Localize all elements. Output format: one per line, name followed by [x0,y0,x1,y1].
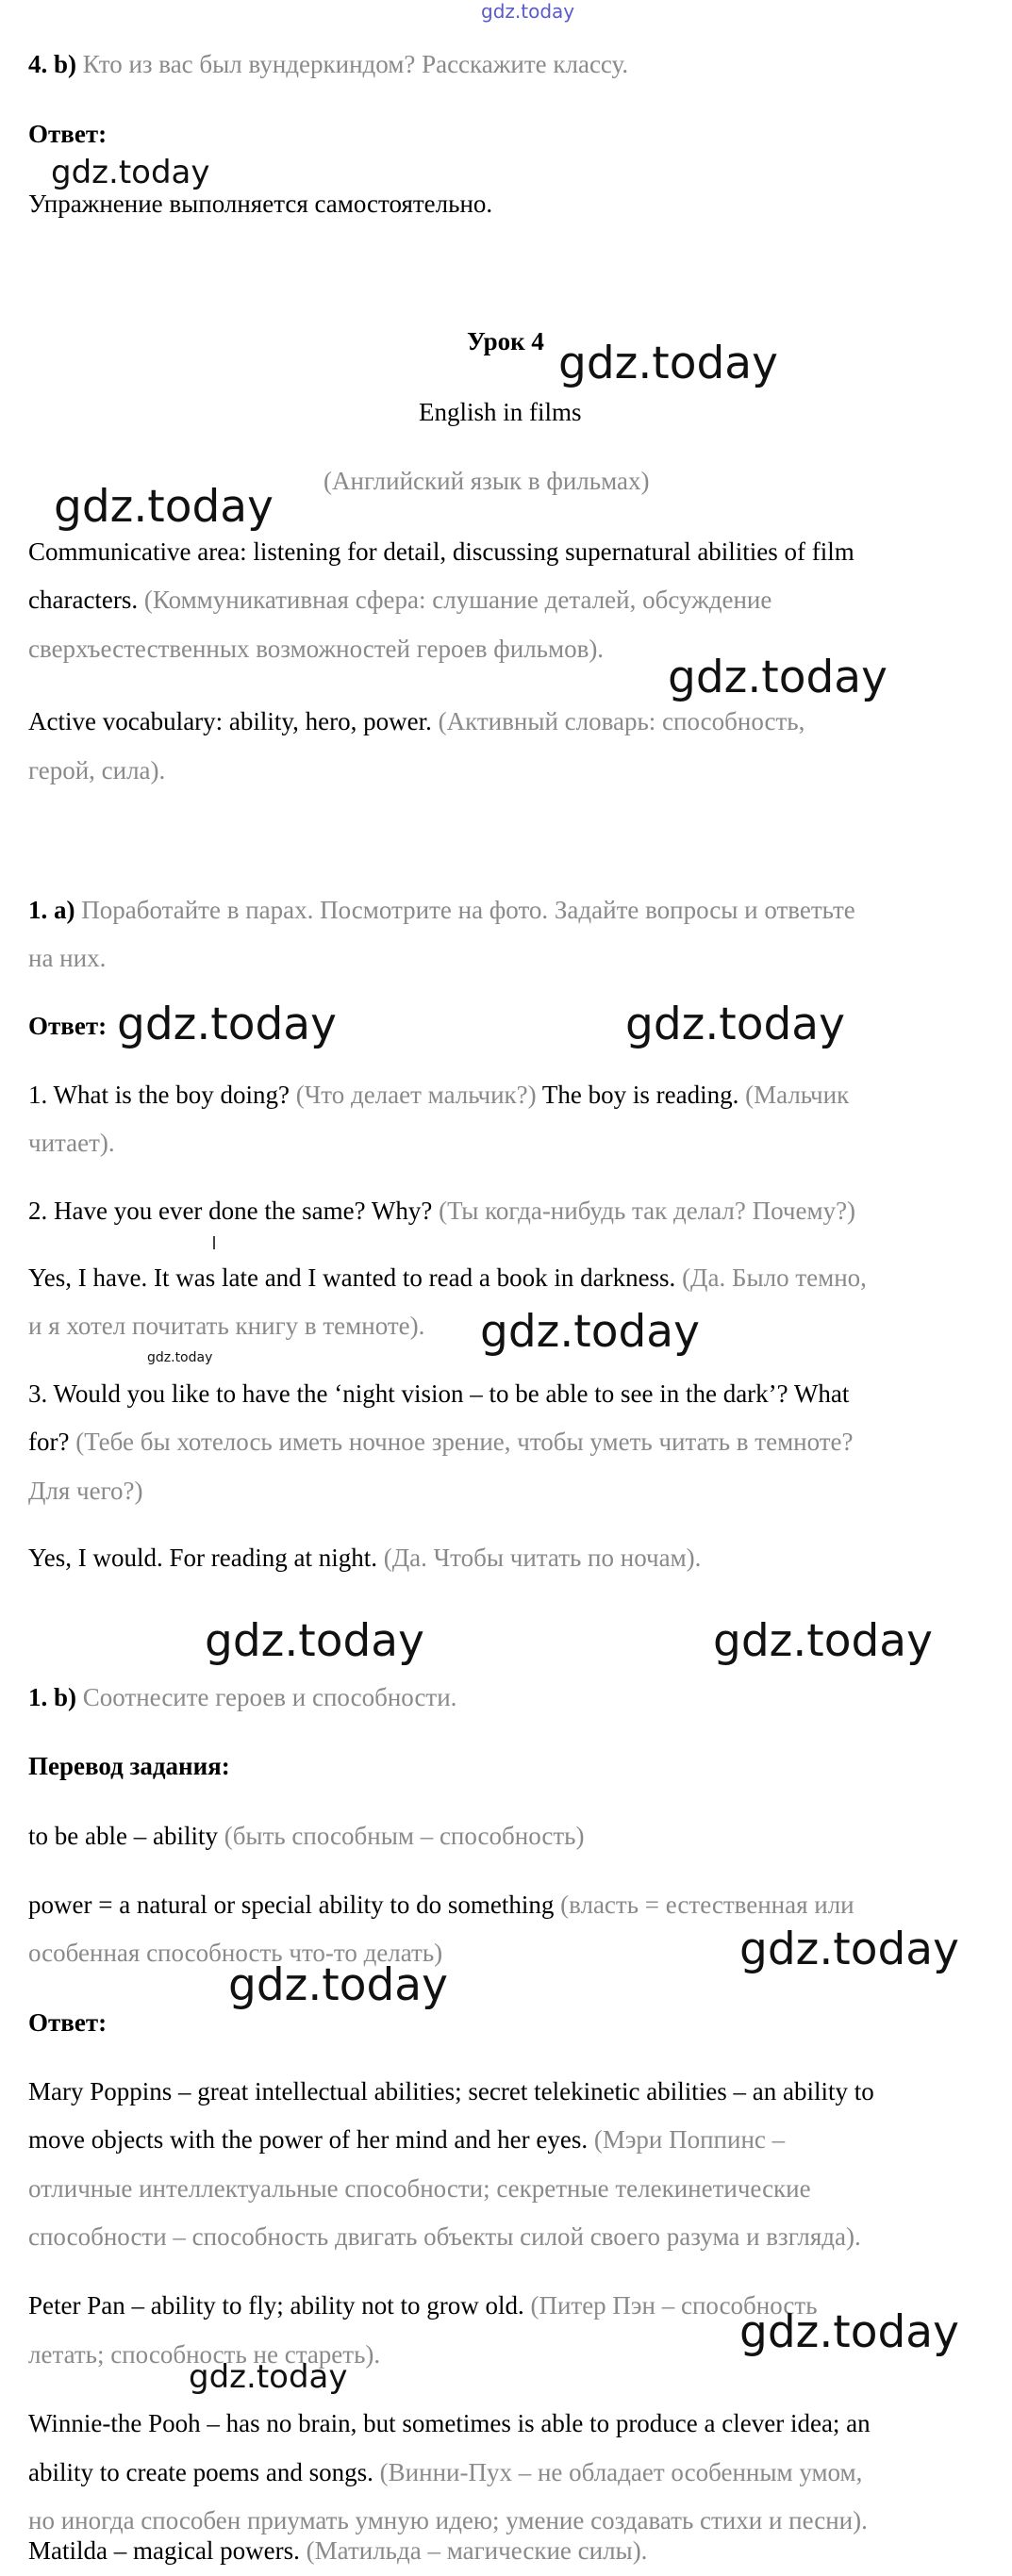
matilda-en: Matilda – magical powers. [28,2536,300,2565]
task1a-a3-ru: (Да. Чтобы читать по ночам). [383,1544,702,1572]
peter-line-2: летать; способность не стареть). [28,2340,381,2369]
task1b-def1-en: to be able – ability [28,1822,218,1850]
watermark: gdz.today [117,999,337,1050]
matilda-line [28,2538,647,2564]
lesson-subtitle-ru: (Английский язык в фильмах) [324,467,650,495]
task1a-instruction-1 [28,898,855,923]
task1a-q3-ru-2: Для чего?) [28,1477,143,1505]
communicative-line-2-en: characters. [28,586,139,614]
vocabulary-line-1-ru: (Активный словарь: способность, [438,707,805,735]
task1b-translation-label: Перевод задания: [28,1752,230,1780]
task1a-q1-ru: (Что делает мальчик?) [295,1081,537,1109]
communicative-line-2 [28,587,771,613]
task1b-answer-label: Ответ: [28,2008,108,2037]
vocabulary-line-1-en: Active vocabulary: ability, hero, power. [28,707,432,735]
matilda-ru: (Матильда – магические силы). [306,2536,648,2565]
task1a-q1-answer-ru: (Мальчик [745,1081,850,1109]
task1a-q3-line-2 [28,1429,854,1455]
watermark-small: gdz.today [147,1350,213,1365]
peter-line-1 [28,2293,818,2319]
watermark: gdz.today [228,1959,448,2011]
task1a-a2 [28,1265,867,1291]
pooh-line-2-ru: (Винни-Пух – не обладает особенным умом, [379,2458,863,2486]
task1b-def2-ru: (власть = естественная или [560,1891,854,1919]
vocabulary-line-2: герой, сила). [28,756,166,784]
task1a-a2-ru-2: и я хотел почитать книгу в темноте). [28,1312,425,1340]
task1a-q1 [28,1082,849,1108]
watermark: gdz.today [480,1306,700,1358]
pooh-line-3: но иногда способен приумать умную идею; умение создавать стихи и песни). [28,2506,868,2535]
task1a-q1-answer-en: The boy is reading. [541,1081,739,1109]
task1b-instruction [28,1685,456,1710]
task1a-a3-en: Yes, I would. For reading at night. [28,1544,377,1572]
task4b-answer-label: Ответ: [28,120,108,148]
watermark: gdz.today [558,338,778,389]
task4b-question [28,52,628,77]
task4b-question-text: Кто из вас был вундеркиндом? Расскажите классу. [82,50,629,78]
pooh-line-2 [28,2460,862,2485]
mary-line-4: способности – способность двигать объекты силой своего разума и взгляда). [28,2222,861,2251]
task4b-label: 4. b) [28,50,77,78]
peter-line-1-en: Peter Pan – ability to fly; ability not to grow old. [28,2291,524,2320]
task1a-q3-en-2: for? [28,1428,70,1456]
task1a-a2-en: Yes, I have. It was late and I wanted to read a book in darkness. [28,1263,676,1292]
mary-line-2 [28,2127,785,2153]
task1a-q3-line-1: 3. Would you like to have the ‘night vision – to be able to see in the dark’? What [28,1379,850,1408]
watermark: gdz.today [739,2306,959,2358]
watermark: gdz.today [713,1615,933,1667]
speck [213,1236,215,1249]
peter-line-1-ru: (Питер Пэн – способность [530,2291,818,2320]
pooh-line-2-en: ability to create poems and songs. [28,2458,373,2486]
task1a-q1-en: 1. What is the boy doing? [28,1081,290,1109]
communicative-line-2-ru: (Коммуникативная сфера: слушание деталей, обсуждение [143,586,772,614]
mary-line-1: Mary Poppins – great intellectual abilities; secret telekinetic abilities – an ability to [28,2077,874,2105]
task1a-instruction-text: Поработайте в парах. Посмотрите на фото. Задайте вопросы и ответьте [81,896,855,924]
watermark: gdz.today [625,999,845,1050]
task1a-q2-en: 2. Have you ever done the same? Why? [28,1197,433,1225]
task1a-instruction-2: на них. [28,944,107,972]
watermark: gdz.today [739,1924,959,1975]
pooh-line-1: Winnie-the Pooh – has no brain, but sometimes is able to produce a clever idea; an [28,2409,871,2437]
lesson-title: Урок 4 [467,327,544,355]
vocabulary-line-1 [28,709,805,735]
task1b-instruction-text: Соотнесите героев и способности. [82,1683,457,1711]
watermark: gdz.today [189,2358,348,2396]
task1a-q3-ru: (Тебе бы хотелось иметь ночное зрение, чтобы уметь читать в темноте? [75,1428,854,1456]
task1a-answer-label: Ответ: [28,1012,108,1040]
watermark: gdz.today [51,154,210,191]
task1a-q1-answer-ru-2: читает). [28,1129,115,1157]
watermark: gdz.today [205,1615,424,1667]
task1b-label: 1. b) [28,1683,77,1711]
task1a-a2-ru: (Да. Было темно, [682,1263,867,1292]
task1a-q2-ru: (Ты когда-нибудь так делал? Почему?) [439,1197,856,1225]
watermark: gdz.today [54,481,274,533]
mary-line-2-ru: (Мэри Поппинс – [593,2125,786,2154]
task4b-answer-text: Упражнение выполняется самостоятельно. [28,190,493,218]
task1a-q2 [28,1198,855,1224]
task1b-def2-en: power = a natural or special ability to do something [28,1891,555,1919]
task1b-def2 [28,1892,854,1918]
task1b-def1 [28,1824,584,1849]
watermark-top: gdz.today [481,0,575,23]
watermark: gdz.today [668,652,888,703]
lesson-subtitle: English in films [419,398,582,426]
mary-line-2-en: move objects with the power of her mind and her eyes. [28,2125,589,2154]
task1b-def2-ru-2: особенная способность что-то делать) [28,1939,443,1967]
task1a-label: 1. а) [28,896,75,924]
mary-line-3: отличные интеллектуальные способности; секретные телекинетические [28,2174,811,2203]
communicative-line-3: сверхъестественных возможностей героев фильмов). [28,635,605,663]
communicative-line-1: Communicative area: listening for detail, discussing supernatural abilities of film [28,537,854,566]
task1b-def1-ru: (быть способным – способность) [224,1822,585,1850]
task1a-a3 [28,1545,701,1571]
